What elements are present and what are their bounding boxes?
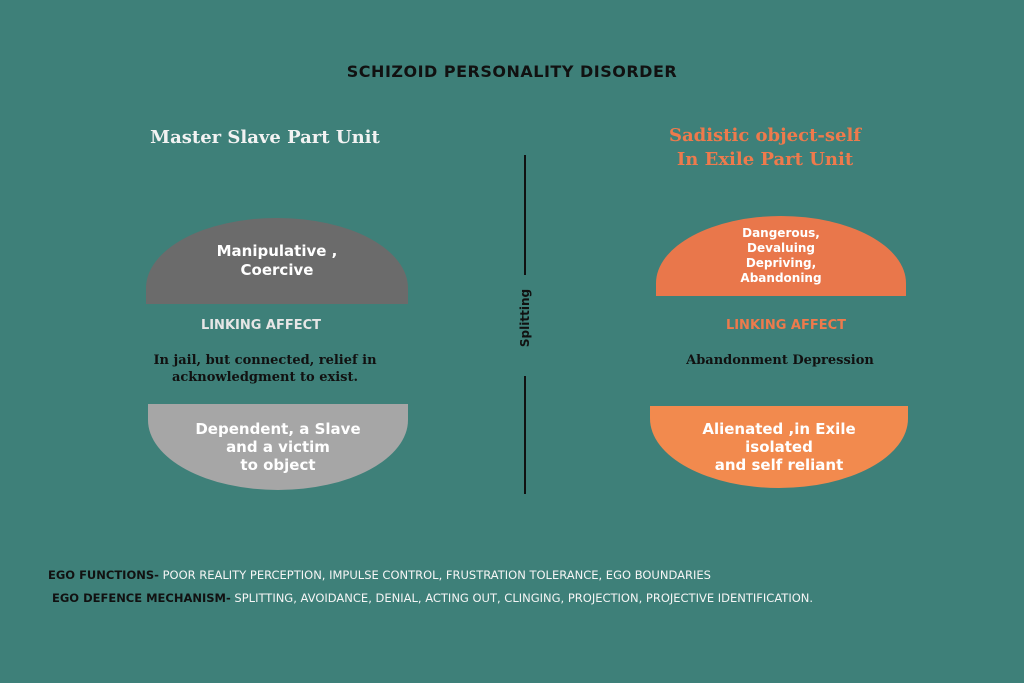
right-top-pill — [656, 216, 906, 296]
left-linking-affect-label: LINKING AFFECT — [200, 318, 322, 333]
right-top-pill-text: Dangerous, Devaluing Depriving, Abandoning — [740, 226, 822, 285]
left-bottom-pill — [148, 404, 408, 490]
ego-functions-text: POOR REALITY PERCEPTION, IMPULSE CONTROL, FRUSTRATION TOLERANCE, EGO BOUNDARIES — [158, 568, 711, 582]
ego-defence-label: EGO DEFENCE MECHANISM- — [52, 591, 231, 605]
right-bottom-pill-text: Alienated ,in Exile isolated and self reliant — [702, 420, 856, 474]
left-column-heading: Master Slave Part Unit — [150, 127, 380, 148]
diagram-title: SCHIZOID PERSONALITY DISORDER — [346, 62, 678, 81]
right-linking-affect-label: LINKING AFFECT — [725, 318, 847, 333]
right-affect-description: Abandonment Depression — [686, 353, 874, 368]
right-heading-line2: In Exile Part Unit — [676, 149, 854, 170]
right-bottom-pill — [650, 406, 908, 488]
left-top-pill — [146, 218, 408, 304]
splitting-label: Splitting — [518, 288, 532, 348]
divider-line-top — [524, 155, 526, 275]
left-bottom-pill-text: Dependent, a Slave and a victim to object — [195, 420, 361, 474]
right-heading-line1: Sadistic object-self — [668, 125, 862, 146]
divider-line-bottom — [524, 376, 526, 494]
ego-functions-line — [48, 567, 948, 583]
right-column-heading — [560, 124, 970, 172]
left-top-pill-text: Manipulative , Coercive — [216, 242, 338, 279]
ego-defence-text: SPLITTING, AVOIDANCE, DENIAL, ACTING OUT, CLINGING, PROJECTION, PROJECTIVE IDENTIFICATION. — [230, 591, 814, 605]
ego-functions-label: EGO FUNCTIONS- — [48, 568, 159, 582]
left-affect-description: In jail, but connected, relief in acknowledgment to exist. — [153, 353, 377, 385]
ego-defence-line — [52, 590, 912, 606]
